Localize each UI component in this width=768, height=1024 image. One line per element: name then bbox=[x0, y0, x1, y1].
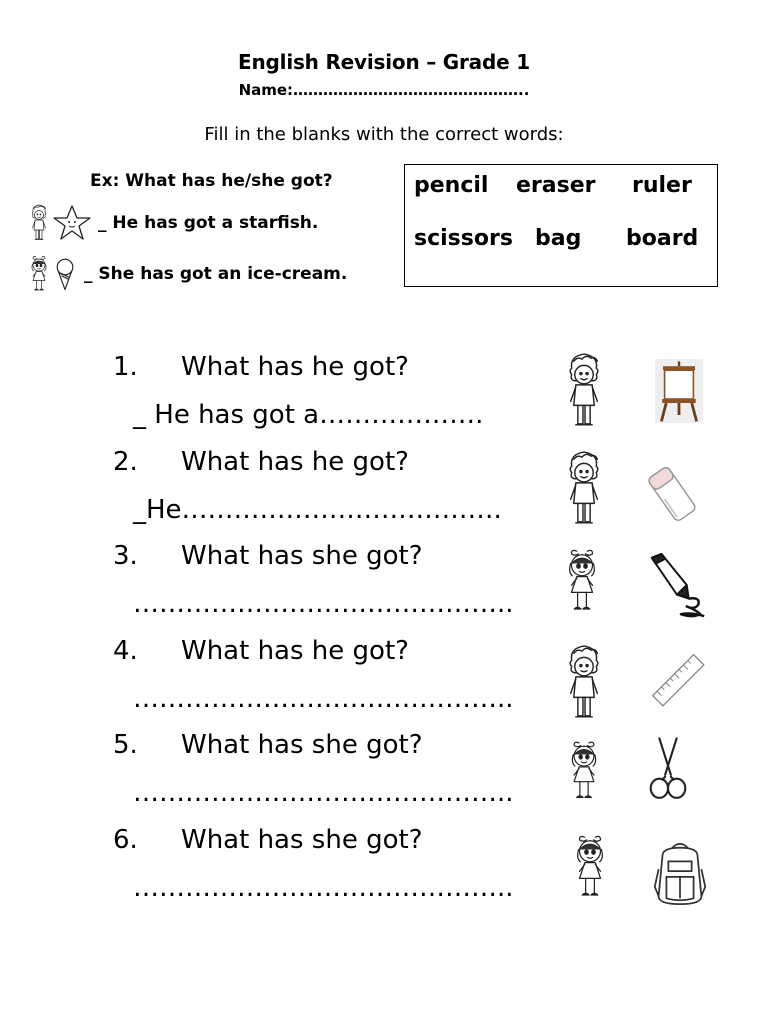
question-text: What has she got? bbox=[181, 541, 423, 571]
girl-icon bbox=[26, 254, 52, 294]
worksheet-title: English Revision – Grade 1 bbox=[238, 50, 530, 74]
name-field-line: Name:……………………………………….. bbox=[238, 81, 530, 99]
boy-icon bbox=[562, 642, 606, 724]
answer-line: …………………………………….. bbox=[133, 778, 514, 808]
word-bank bbox=[404, 164, 718, 287]
answer-line: _ He has got a………………. bbox=[133, 400, 484, 430]
ice-cream-icon bbox=[52, 254, 78, 294]
question-number: 2. bbox=[113, 447, 138, 477]
question-text: What has he got? bbox=[181, 352, 409, 382]
answer-line: …………………………………….. bbox=[133, 589, 514, 619]
girl-icon bbox=[564, 738, 604, 804]
eraser-icon bbox=[642, 464, 702, 524]
easel-board-icon bbox=[655, 350, 703, 432]
boy-icon bbox=[26, 203, 52, 243]
example-heading: Ex: What has he/she got? bbox=[90, 171, 333, 191]
question-number: 3. bbox=[113, 541, 138, 571]
question-text: What has she got? bbox=[181, 825, 423, 855]
word-bank-item: scissors bbox=[414, 226, 513, 251]
example-sentence-1: _ He has got a starfish. bbox=[98, 213, 319, 233]
ruler-icon bbox=[648, 650, 710, 712]
answer-line: _He………………………………. bbox=[133, 495, 502, 525]
question-number: 6. bbox=[113, 825, 138, 855]
answer-line: …………………………………….. bbox=[133, 873, 514, 903]
example-line-1 bbox=[26, 203, 318, 243]
answer-line: …………………………………….. bbox=[133, 684, 514, 714]
girl-icon bbox=[568, 832, 612, 902]
word-bank-item: ruler bbox=[632, 173, 692, 198]
word-bank-item: board bbox=[626, 226, 699, 251]
question-text: What has he got? bbox=[181, 447, 409, 477]
word-bank-item: eraser bbox=[516, 173, 596, 198]
boy-icon bbox=[562, 350, 606, 432]
question-text: What has he got? bbox=[181, 636, 409, 666]
question-number: 4. bbox=[113, 636, 138, 666]
question-number: 1. bbox=[113, 352, 138, 382]
boy-icon bbox=[562, 448, 606, 530]
question-number: 5. bbox=[113, 730, 138, 760]
instruction-text: Fill in the blanks with the correct words: bbox=[204, 124, 564, 145]
word-bank-item: bag bbox=[535, 226, 582, 251]
scissors-icon bbox=[644, 736, 692, 804]
starfish-icon bbox=[52, 203, 92, 243]
word-bank-item: pencil bbox=[414, 173, 489, 198]
pencil-icon bbox=[644, 552, 712, 620]
question-text: What has she got? bbox=[181, 730, 423, 760]
example-line-2 bbox=[26, 254, 347, 294]
backpack-icon bbox=[650, 840, 710, 908]
example-sentence-2: _ She has got an ice-cream. bbox=[84, 264, 348, 284]
girl-icon bbox=[560, 546, 604, 616]
